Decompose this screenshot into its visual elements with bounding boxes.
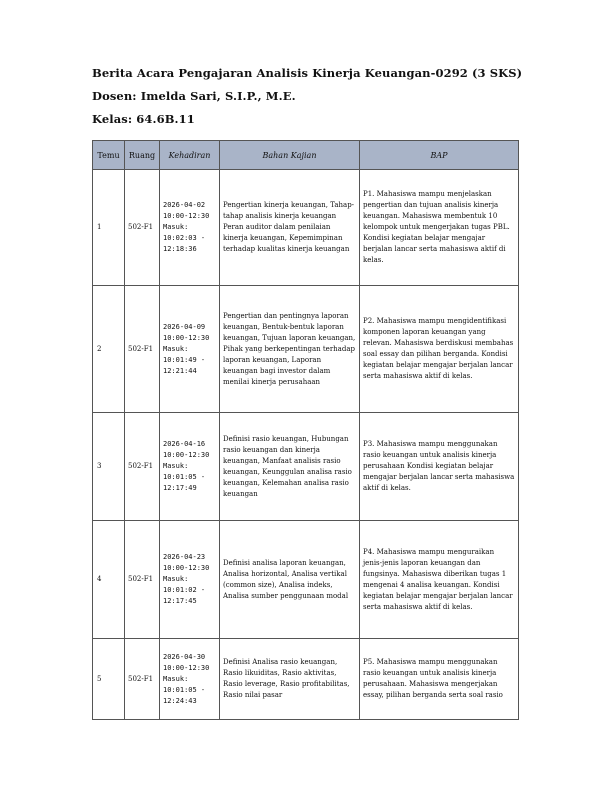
cell-temu: 1	[93, 170, 125, 286]
cell-bahan-kajian: Pengertian kinerja keuangan, Tahap-tahap analisis kinerja keuangan Peran auditor dalam penilaian kinerja keuangan, Kepemimpinan terhadap kualitas kinerja keuangan	[220, 170, 360, 286]
cell-bap: P5. Mahasiswa mampu menggunakan rasio keuangan untuk analisis kinerja perusahaan. Mahasiswa mengerjakan essay, pilihan berganda serta soal rasio	[360, 639, 519, 720]
cell-bap: P2. Mahasiswa mampu mengidentifikasi komponen laporan keuangan yang relevan. Mahasiswa berdiskusi membahas soal essay dan pilihan berganda. Kondisi kegiatan belajar mengajar berjalan lancar serta mahasiswa aktif di kelas.	[360, 286, 519, 413]
document-title: Berita Acara Pengajaran Analisis Kinerja Keuangan-0292 (3 SKS)	[92, 66, 523, 80]
cell-kehadiran: 2026-04-16 10:00-12:30 Masuk: 10:01:05 - 12:17:49	[160, 413, 220, 521]
teaching-record-table	[92, 140, 519, 720]
cell-bahan-kajian: Pengertian dan pentingnya laporan keuangan, Bentuk-bentuk laporan keuangan, Tujuan laporan keuangan, Pihak yang berkepentingan terhadap laporan keuangan, Laporan keuangan bagi investor dalam menilai kinerja perusahaan	[220, 286, 360, 413]
cell-bahan-kajian: Definisi Analisa rasio keuangan, Rasio likuiditas, Rasio aktivitas, Rasio leverage, Rasio profitabilitas, Rasio nilai pasar	[220, 639, 360, 720]
cell-bahan-kajian: Definisi analisa laporan keuangan, Analisa horizontal, Analisa vertikal (common size), Analisa indeks, Analisa sumber penggunaan modal	[220, 521, 360, 639]
cell-bap: P4. Mahasiswa mampu menguraikan jenis-jenis laporan keuangan dan fungsinya. Mahasiswa diberikan tugas 1 mengenai 4 analisa keuangan. Kondisi kegiatan belajar mengajar berjalan lancar serta mahasiswa aktif di kelas.	[360, 521, 519, 639]
table-row	[93, 521, 519, 639]
cell-bap: P1. Mahasiswa mampu menjelaskan pengertian dan tujuan analisis kinerja keuangan. Mahasiswa membentuk 10 kelompok untuk mengerjakan tugas PBL. Kondisi kegiatan belajar mengajar berjalan lancar serta mahasiswa aktif di kelas.	[360, 170, 519, 286]
table-header-row	[93, 141, 519, 170]
table-row	[93, 286, 519, 413]
cell-temu: 3	[93, 413, 125, 521]
column-header-bahan-kajian: Bahan Kajian	[220, 141, 360, 170]
cell-kehadiran: 2026-04-23 10:00-12:30 Masuk: 10:01:02 - 12:17:45	[160, 521, 220, 639]
cell-bahan-kajian: Definisi rasio keuangan, Hubungan rasio keuangan dan kinerja keuangan, Manfaat analisis rasio keuangan, Keunggulan analisa rasio keuangan, Kelemahan analisa rasio keuangan	[220, 413, 360, 521]
cell-ruang: 502-F1	[125, 639, 160, 720]
cell-temu: 2	[93, 286, 125, 413]
lecturer-name: Dosen: Imelda Sari, S.I.P., M.E.	[92, 89, 296, 103]
table-row	[93, 413, 519, 521]
cell-temu: 5	[93, 639, 125, 720]
column-header-kehadiran: Kehadiran	[160, 141, 220, 170]
cell-kehadiran: 2026-04-09 10:00-12:30 Masuk: 10:01:49 - 12:21:44	[160, 286, 220, 413]
cell-ruang: 502-F1	[125, 170, 160, 286]
cell-temu: 4	[93, 521, 125, 639]
cell-kehadiran: 2026-04-30 10:00-12:30 Masuk: 10:01:05 - 12:24:43	[160, 639, 220, 720]
table-row	[93, 170, 519, 286]
column-header-bap: BAP	[360, 141, 519, 170]
table-row	[93, 639, 519, 720]
document-header	[92, 62, 532, 131]
column-header-temu: Temu	[93, 141, 125, 170]
cell-ruang: 502-F1	[125, 413, 160, 521]
cell-bap: P3. Mahasiswa mampu menggunakan rasio keuangan untuk analisis kinerja perusahaan Kondisi kegiatan belajar mengajar berjalan lancar serta mahasiswa aktif di kelas.	[360, 413, 519, 521]
cell-ruang: 502-F1	[125, 521, 160, 639]
column-header-ruang: Ruang	[125, 141, 160, 170]
cell-ruang: 502-F1	[125, 286, 160, 413]
cell-kehadiran: 2026-04-02 10:00-12:30 Masuk: 10:02:03 - 12:18:36	[160, 170, 220, 286]
class-name: Kelas: 64.6B.11	[92, 112, 195, 126]
